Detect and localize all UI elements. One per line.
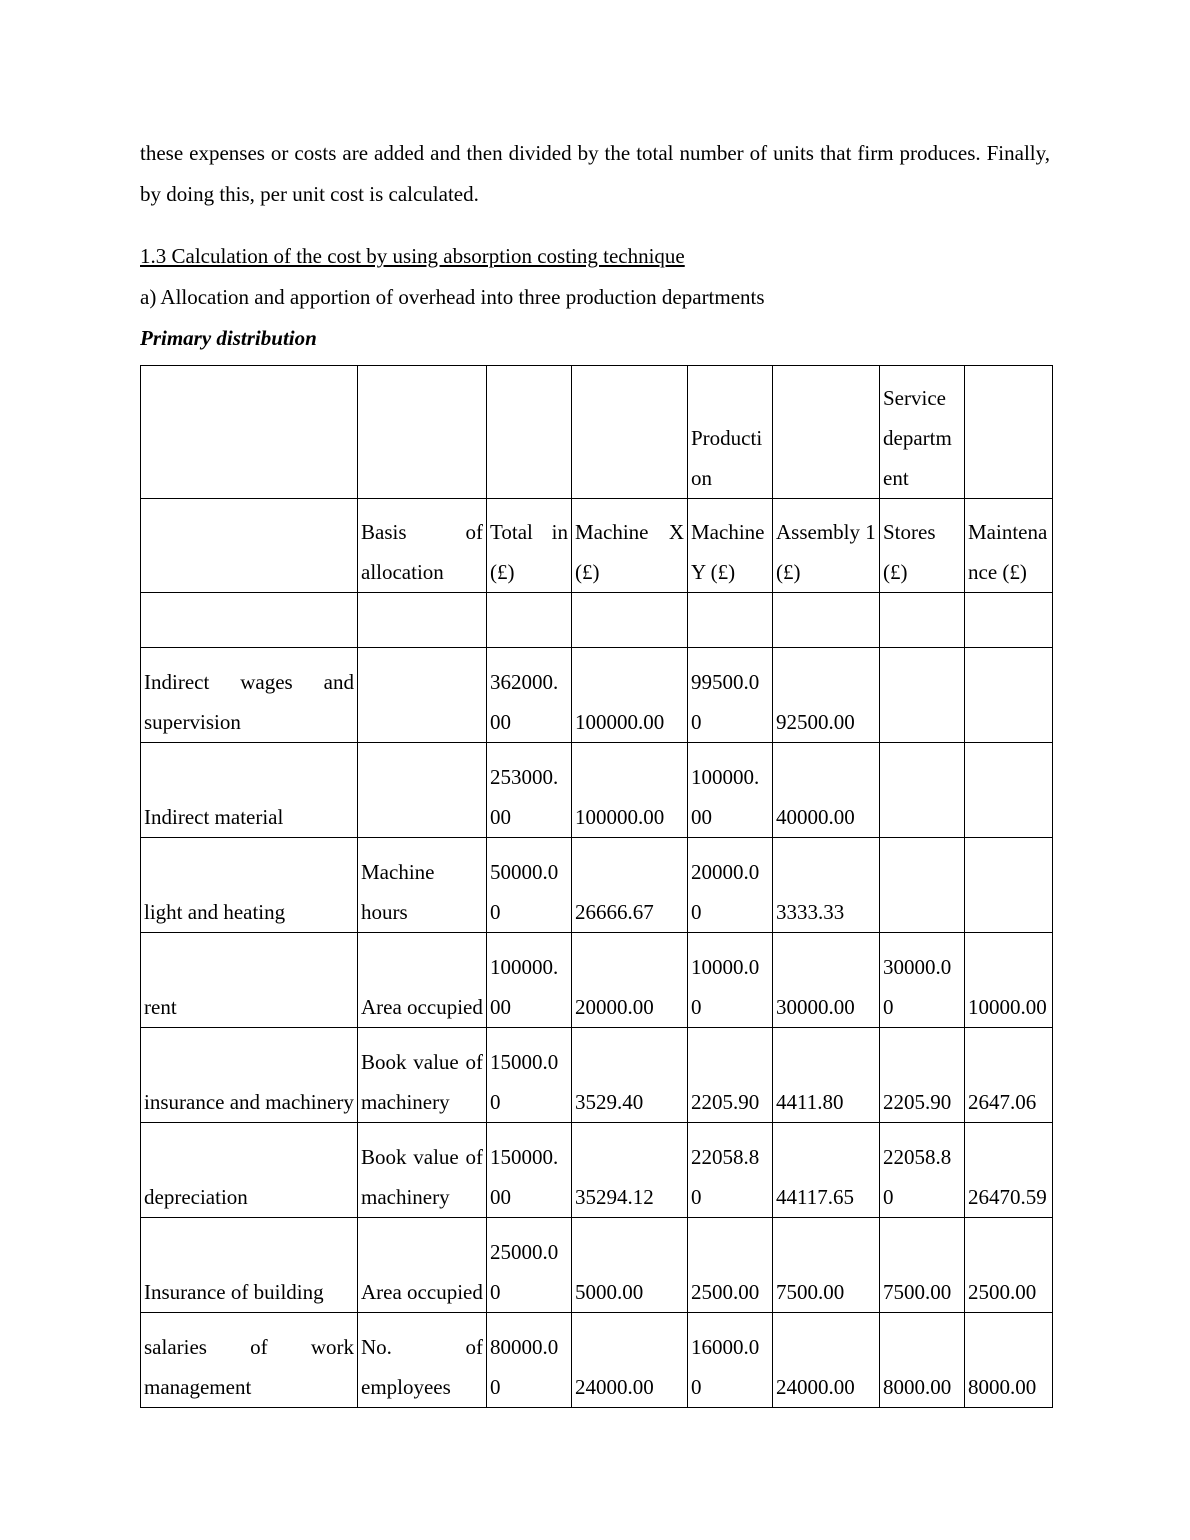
header-cell	[965, 366, 1053, 499]
table-row	[141, 933, 1053, 1028]
cell-stores: 30000.00	[880, 933, 965, 1028]
cell-total: 362000.00	[487, 648, 572, 743]
cell-basis: Book value of machinery	[358, 1123, 487, 1218]
header-cell	[572, 366, 688, 499]
cell-stores: 8000.00	[880, 1313, 965, 1408]
empty-cell	[965, 593, 1053, 648]
cell-machine-x: 20000.00	[572, 933, 688, 1028]
cell-assembly: 92500.00	[773, 648, 880, 743]
column-header-basis: Basis of allocation	[358, 499, 487, 593]
cell-machine-y: 20000.00	[688, 838, 773, 933]
cell-machine-y: 2205.90	[688, 1028, 773, 1123]
cell-machine-x: 100000.00	[572, 743, 688, 838]
column-header-machine-x: Machine X (£)	[572, 499, 688, 593]
cell-assembly: 40000.00	[773, 743, 880, 838]
cell-total: 15000.00	[487, 1028, 572, 1123]
header-cell	[773, 366, 880, 499]
cell-basis	[358, 743, 487, 838]
cell-total: 25000.00	[487, 1218, 572, 1313]
table-row	[141, 1123, 1053, 1218]
empty-cell	[141, 593, 358, 648]
cell-maintenance: 8000.00	[965, 1313, 1053, 1408]
cell-machine-y: 99500.00	[688, 648, 773, 743]
empty-cell	[688, 593, 773, 648]
cell-machine-x: 3529.40	[572, 1028, 688, 1123]
cell-assembly: 7500.00	[773, 1218, 880, 1313]
cell-total: 50000.00	[487, 838, 572, 933]
cell-stores: 2205.90	[880, 1028, 965, 1123]
cell-total: 150000.00	[487, 1123, 572, 1218]
header-cell	[141, 366, 358, 499]
cell-stores	[880, 648, 965, 743]
cell-basis: Book value of machinery	[358, 1028, 487, 1123]
cell-stores	[880, 838, 965, 933]
cell-stores: 7500.00	[880, 1218, 965, 1313]
table-row	[141, 743, 1053, 838]
cell-machine-x: 100000.00	[572, 648, 688, 743]
cell-basis	[358, 648, 487, 743]
cell-cost-item: rent	[141, 933, 358, 1028]
cell-basis: Area occupied	[358, 1218, 487, 1313]
cell-assembly: 3333.33	[773, 838, 880, 933]
empty-cell	[773, 593, 880, 648]
cell-total: 253000.00	[487, 743, 572, 838]
table-row	[141, 1313, 1053, 1408]
empty-cell	[487, 593, 572, 648]
group-header-row	[141, 366, 1053, 499]
column-header-total: Total in (£)	[487, 499, 572, 593]
cell-cost-item: light and heating	[141, 838, 358, 933]
cell-cost-item: Indirect material	[141, 743, 358, 838]
production-group-header: Production	[688, 366, 773, 499]
cell-maintenance: 26470.59	[965, 1123, 1053, 1218]
subheading: a) Allocation and apportion of overhead into three production departments	[140, 285, 765, 309]
cell-maintenance: 2647.06	[965, 1028, 1053, 1123]
column-header-maintenance: Maintenance (£)	[965, 499, 1053, 593]
cell-cost-item: Insurance of building	[141, 1218, 358, 1313]
cell-maintenance: 2500.00	[965, 1218, 1053, 1313]
section-heading: 1.3 Calculation of the cost by using absorption costing technique	[140, 244, 685, 268]
cell-machine-y: 100000.00	[688, 743, 773, 838]
cell-assembly: 30000.00	[773, 933, 880, 1028]
cell-stores: 22058.80	[880, 1123, 965, 1218]
table-row	[141, 648, 1053, 743]
service-group-header: Service department	[880, 366, 965, 499]
cell-maintenance	[965, 648, 1053, 743]
cell-total: 80000.00	[487, 1313, 572, 1408]
document-page	[140, 133, 1050, 1399]
cell-machine-y: 22058.80	[688, 1123, 773, 1218]
empty-row	[141, 593, 1053, 648]
cell-machine-x: 5000.00	[572, 1218, 688, 1313]
cell-assembly: 24000.00	[773, 1313, 880, 1408]
cell-cost-item: depreciation	[141, 1123, 358, 1218]
empty-cell	[572, 593, 688, 648]
cell-assembly: 44117.65	[773, 1123, 880, 1218]
cell-cost-item: insurance and machinery	[141, 1028, 358, 1123]
column-header-machine-y: Machine Y (£)	[688, 499, 773, 593]
empty-cell	[880, 593, 965, 648]
column-header-row	[141, 499, 1053, 593]
intro-paragraph: these expenses or costs are added and then divided by the total number of units that firm produces. Finally, by doing this, per unit cost is calculated.	[140, 141, 1050, 206]
table-row	[141, 838, 1053, 933]
cell-maintenance: 10000.00	[965, 933, 1053, 1028]
header-cell	[487, 366, 572, 499]
cell-stores	[880, 743, 965, 838]
header-cell	[358, 366, 487, 499]
column-header-assembly: Assembly 1 (£)	[773, 499, 880, 593]
cell-basis: No. of employees	[358, 1313, 487, 1408]
cell-cost-item: salaries of work management	[141, 1313, 358, 1408]
cell-total: 100000.00	[487, 933, 572, 1028]
overhead-distribution-table	[140, 365, 1053, 1408]
table-row	[141, 1218, 1053, 1313]
cell-cost-item: Indirect wages and supervision	[141, 648, 358, 743]
cell-machine-y: 16000.00	[688, 1313, 773, 1408]
cell-basis: Machine hours	[358, 838, 487, 933]
cell-machine-x: 26666.67	[572, 838, 688, 933]
cell-machine-x: 35294.12	[572, 1123, 688, 1218]
cell-maintenance	[965, 743, 1053, 838]
cell-maintenance	[965, 838, 1053, 933]
column-header-stores: Stores (£)	[880, 499, 965, 593]
cell-machine-y: 2500.00	[688, 1218, 773, 1313]
cell-basis: Area occupied	[358, 933, 487, 1028]
table-title: Primary distribution	[140, 326, 317, 350]
empty-cell	[358, 593, 487, 648]
column-header	[141, 499, 358, 593]
cell-assembly: 4411.80	[773, 1028, 880, 1123]
cell-machine-x: 24000.00	[572, 1313, 688, 1408]
table-row	[141, 1028, 1053, 1123]
cell-machine-y: 10000.00	[688, 933, 773, 1028]
